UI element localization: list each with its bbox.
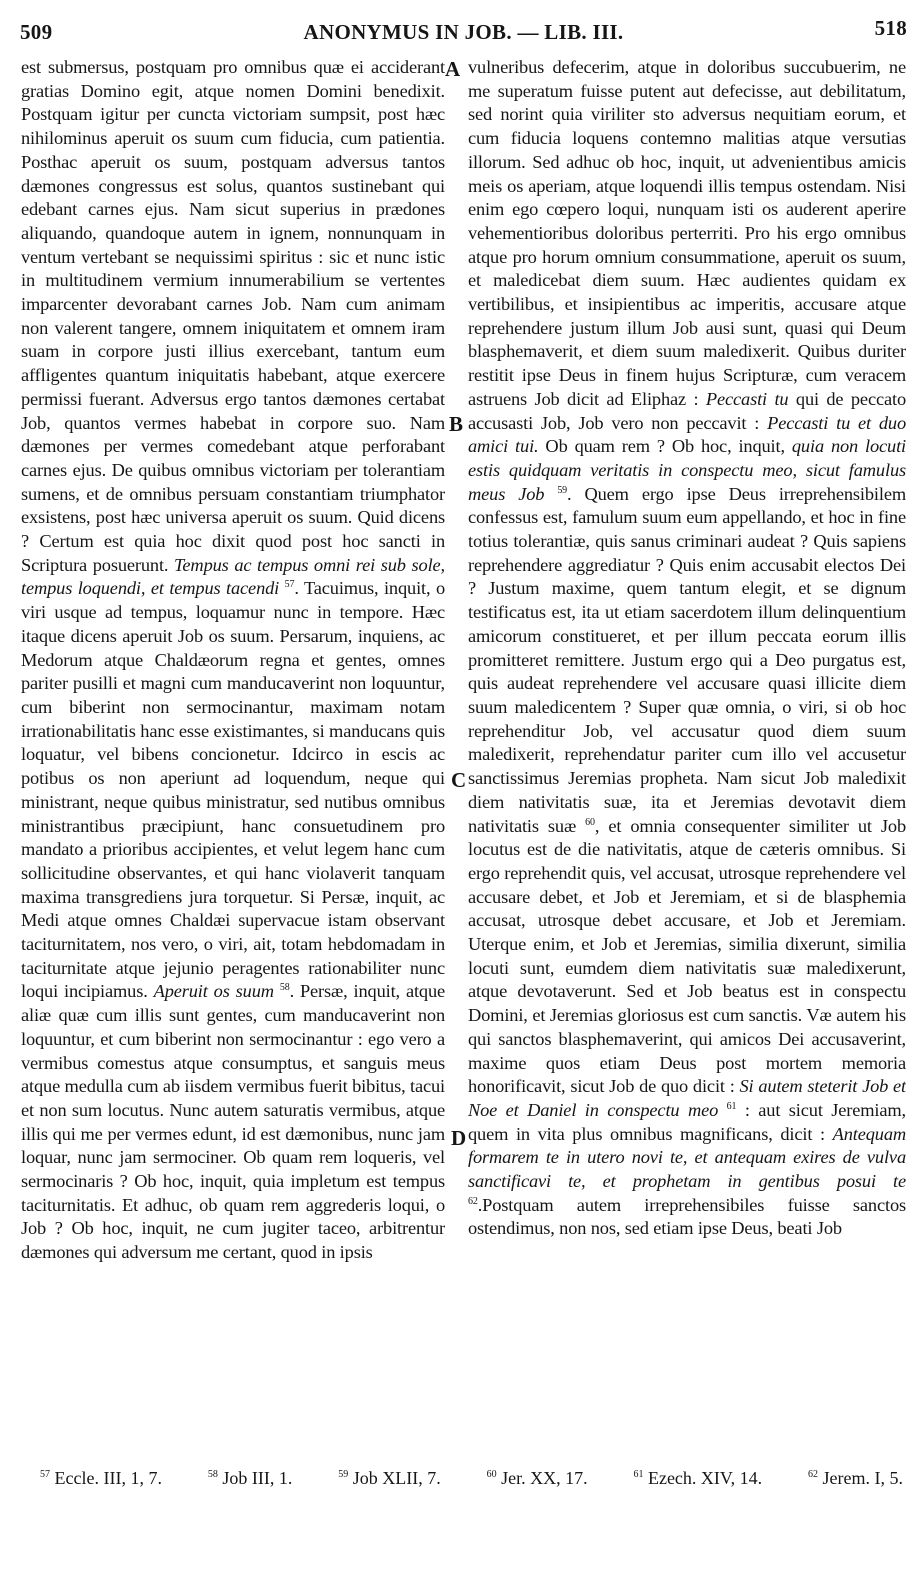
footnote-text: Job XLII, 7. xyxy=(352,1468,441,1488)
margin-marker-d: D xyxy=(451,1126,467,1150)
scripture-quote: Antequam formarem te in utero novi te, et antequam exires de vulva sanctificavi te, et prophetam in gentibus posui te xyxy=(468,1123,906,1192)
text-segment: : aut sicut Jeremiam, quem in vita plus omnibus magnificans, dicit : xyxy=(468,1099,906,1144)
left-column xyxy=(21,56,445,1448)
text-segment: .Postquam autem irreprehensibiles fuisse sanctos ostendimus, non nos, sed etiam ipse Deus, beati Job xyxy=(468,1194,906,1239)
left-column-text xyxy=(21,56,445,1265)
footnote xyxy=(208,1468,293,1496)
footnote-number: 61 xyxy=(633,1469,644,1480)
text-segment: , et omnia consequenter similiter ut Job locutus est de die nativitatis, atque de cæteris omnibus. Si ergo reprehendit quis, vel accusat, utrosque reprehendere vel accusare debet, et Job et Jeremiam, et si de blasphemia accusat, utrosque debet accusare, et Job et Jeremiam. Uterque enim, et Job et Jeremias, similia dixerunt, similia locuti sunt, eumdem diem nativitatis suæ maledixerunt, atque devotaverunt. Sed et Job beatus est in conspectu Domini, et Jeremias gloriosus est cum sanctis. Væ autem his qui sanctos blasphemaverint, qui amicos Dei accusaverint, maxime quos etiam Deus post mortem memoria honorificavit, sicut Job de quo dicit : xyxy=(468,815,906,1097)
footnote xyxy=(40,1468,162,1496)
footnote-number: 58 xyxy=(207,1469,218,1480)
scripture-quote: Peccasti tu xyxy=(705,388,789,409)
margin-marker-a: A xyxy=(445,57,461,81)
running-title: ANONYMUS IN JOB. — LIB. III. xyxy=(303,20,624,44)
footnote xyxy=(487,1468,588,1496)
footnote xyxy=(633,1468,762,1496)
footnote-number: 60 xyxy=(486,1469,497,1480)
text-segment: . Quem ergo ipse Deus irreprehensibilem confessus est, famulum suum eum appellando, et hoc in fine totius tolerantiæ, quis sanus criminari audeat ? Quis sapiens reprehendere aggrediatur ? Quis enim accusabit electos Dei ? Justum maxime, quem tantum elegit, et se dignum testificatus est, ita ut etiam sacerdotem illum delinquentium amicorum constitueret, et per illum peccata eorum illis promitteret remittere. Justum ergo qui a Deo purgatus est, quis audeat reprehendere vel accusare quasi illicite diem suum maledicentem ? Super quæ omnia, o viri, si ob hoc reprehenditur Job, vel accusatur quod diem suum maledixerit, reprehendatur pariter cum illo vel accusetur sanctissimus Jeremias propheta. Nam sicut Job maledixit diem nativitatis suæ, ita et Jeremias devotavit diem nativitatis suæ xyxy=(468,483,906,836)
scripture-quote: Tempus ac tempus omni rei sub sole, tempus loquendi, et tempus tacendi xyxy=(21,554,445,599)
footnote-text: Ezech. XIV, 14. xyxy=(647,1468,763,1488)
footnote-number: 57 xyxy=(40,1469,50,1480)
footnote xyxy=(808,1468,903,1496)
text-segment: . Tacuimus, inquit, o viri usque ad tempus, loquamur nunc in tempore. Hæc itaque dicens aperuit Job os suum. Persarum, inquiens, ac Medorum atque Chaldæorum regna et gentes, omnes pariter pusilli et magni cum manducaverint non loquuntur, cum biberint non sermocinantur, maximam notam irrationabilitatis hanc esse existimantes, si manducans quis loquatur, vel bibens concionetur. Idcirco in escis ac potibus os non aperiunt ad loquendum, neque qui ministrant, neque quibus ministratur, sed nutibus omnibus ministrantibus præcipiunt, hanc consuetudinem pro mandato a prioribus accipientes, et velut legem hanc cum sollicitudine observantes, et qui hanc violaverit tanquam maxima transgrediens jura torquetur. Si Persæ, inquit, ac Medi atque omnes Chaldæi supervacue istam observant taciturnitatem, nos vero, o viri, ait, totam hebdomadam in taciturnitate atque jejunio peragentes rationabiliter nunc loqui incipiamus. xyxy=(21,578,445,1002)
footnote-text: Eccle. III, 1, 7. xyxy=(54,1468,162,1488)
running-header xyxy=(20,16,907,46)
margin-marker-c: C xyxy=(451,768,467,792)
right-column-text xyxy=(468,56,906,1241)
footnote-text: Jer. XX, 17. xyxy=(501,1468,588,1488)
right-column xyxy=(468,56,906,1448)
footnote-number: 62 xyxy=(807,1469,818,1480)
scripture-quote: Aperuit os suum xyxy=(153,981,274,1002)
scripture-quote: Peccasti tu et duo amici tui. xyxy=(468,412,906,457)
text-segment: Ob quam rem ? Ob hoc, inquit, xyxy=(538,436,785,457)
margin-marker-b: B xyxy=(449,412,464,436)
footnote-text: Jerem. I, 5. xyxy=(822,1468,903,1488)
footnote-ref[interactable]: 62 xyxy=(468,1195,478,1207)
footnote-text: Job III, 1. xyxy=(222,1468,293,1488)
text-segment: . Persæ, inquit, atque aliæ quæ cum illis sunt gentes, cum manducaverint non loquuntur, et cum biberint non sermocinantur : ego vero a vermibus comestus atque consumptus, et sanguis meus atque medulla cum ab iisdem vermibus fuerit bibitus, tacui et non sum locutus. Nunc autem saturatis vermibus, atque illis qui me per vermes edunt, id est dæmonibus, nunc jam loquar, nunc jam sermociner. Ob quam rem loqueris, vel sermocinaris ? Ob hoc, inquit, quia impletum est tempus taciturnitatis. Et adhuc, ob quam rem aggrederis loqui, o Job ? Ob hoc, inquit, ne cum jugiter taceo, arbitrentur dæmones qui adversum me certant, quod in ipsis xyxy=(21,981,445,1263)
text-segment: vulneribus defecerim, atque in doloribus succubuerim, ne me superatum fuisse putent aut defecisse, aut debilitatum, sed norint quia viriliter sto adversus nequitiam eorum, et cum fiducia loquens contemno malitias atque versutias illorum. Sed adhuc ob hoc, inquit, ut advenientibus amicis meis os aperiam, atque loquendi illis tempus ostendam. Nisi enim ego cœpero loqui, nunquam isti os auderent aperire vehementioribus doloribus perterriti. Pro his ergo omnibus atque pro horum omnium consummatione, aperuit os suum, et maledicebat diem suum. Hæc audientes quidam ex vertibilibus, et insipientibus ac imperitis, accusare atque reprehendere justum illum Job ausi sunt, quasi qui Deum blasphemaverit, et diem suum maledixerit. Quibus duriter restitit ipse Deus in finem hujus Scripturæ, cum veracem astruens Job dicit ad Eliphaz : xyxy=(468,57,906,409)
scripture-quote: quia non locuti estis quidquam veritatis in conspectu meo, sicut famulus meus Job xyxy=(468,436,906,504)
footnotes xyxy=(40,1468,903,1496)
footnote-number: 59 xyxy=(338,1469,349,1480)
footnote-ref[interactable]: 59 xyxy=(557,484,568,496)
text-segment: qui de peccato accusasti Job, Job vero non peccavit : xyxy=(468,388,906,433)
footnote-ref[interactable]: 58 xyxy=(279,982,290,994)
page-number-left: 509 xyxy=(20,20,53,44)
footnote xyxy=(338,1468,441,1496)
text-segment: est submersus, postquam pro omnibus quæ ei acciderant gratias Domino egit, atque nomen Domini benedixit. Postquam igitur per cuncta victoriam sumpsit, post hæc nihilominus aperuit os suum cum fiducia, cum patientia. Posthac aperuit os suum, postquam adversus tantos dæmones congressus est solus, quantos sustinebant qui edebant carnes ejus. Nam sicut superius in prædones aliquando, quandoque autem in ignem, nonnunquam in ventum vertebant se nequissimi spiritus : sic et nunc istic in multitudinem vermium innumerabilium se vertentes imparcenter devorabant carnes Job. Nam cum animam non valerent tangere, omnem iniquitatem et omnem iram suam in corpore justi illius exercebant, tantum eum affligentes quantum iniquitatis habebant, atque exercere permissi fuerant. Adversus ergo tantos dæmones certabat Job, quantos vermes habebat in corpore suo. Nam dæmones per vermes comedebant atque perforabant carnes ejus. De quibus omnibus victoriam per tolerantiam sumens, et de omnibus persuam constantiam triumphator exsistens, post hæc universa aperuit os suum. Quid dicens ? Certum est quia hoc dixit quod post hoc sancti in Scriptura posuerunt. xyxy=(21,57,445,575)
footnote-ref[interactable]: 60 xyxy=(585,816,595,828)
page-number-right: 518 xyxy=(874,16,907,40)
scripture-quote: Si autem steterit Job et Noe et Daniel in conspectu meo xyxy=(468,1076,906,1120)
footnote-ref[interactable]: 57 xyxy=(284,579,295,591)
footnote-ref[interactable]: 61 xyxy=(726,1100,737,1112)
